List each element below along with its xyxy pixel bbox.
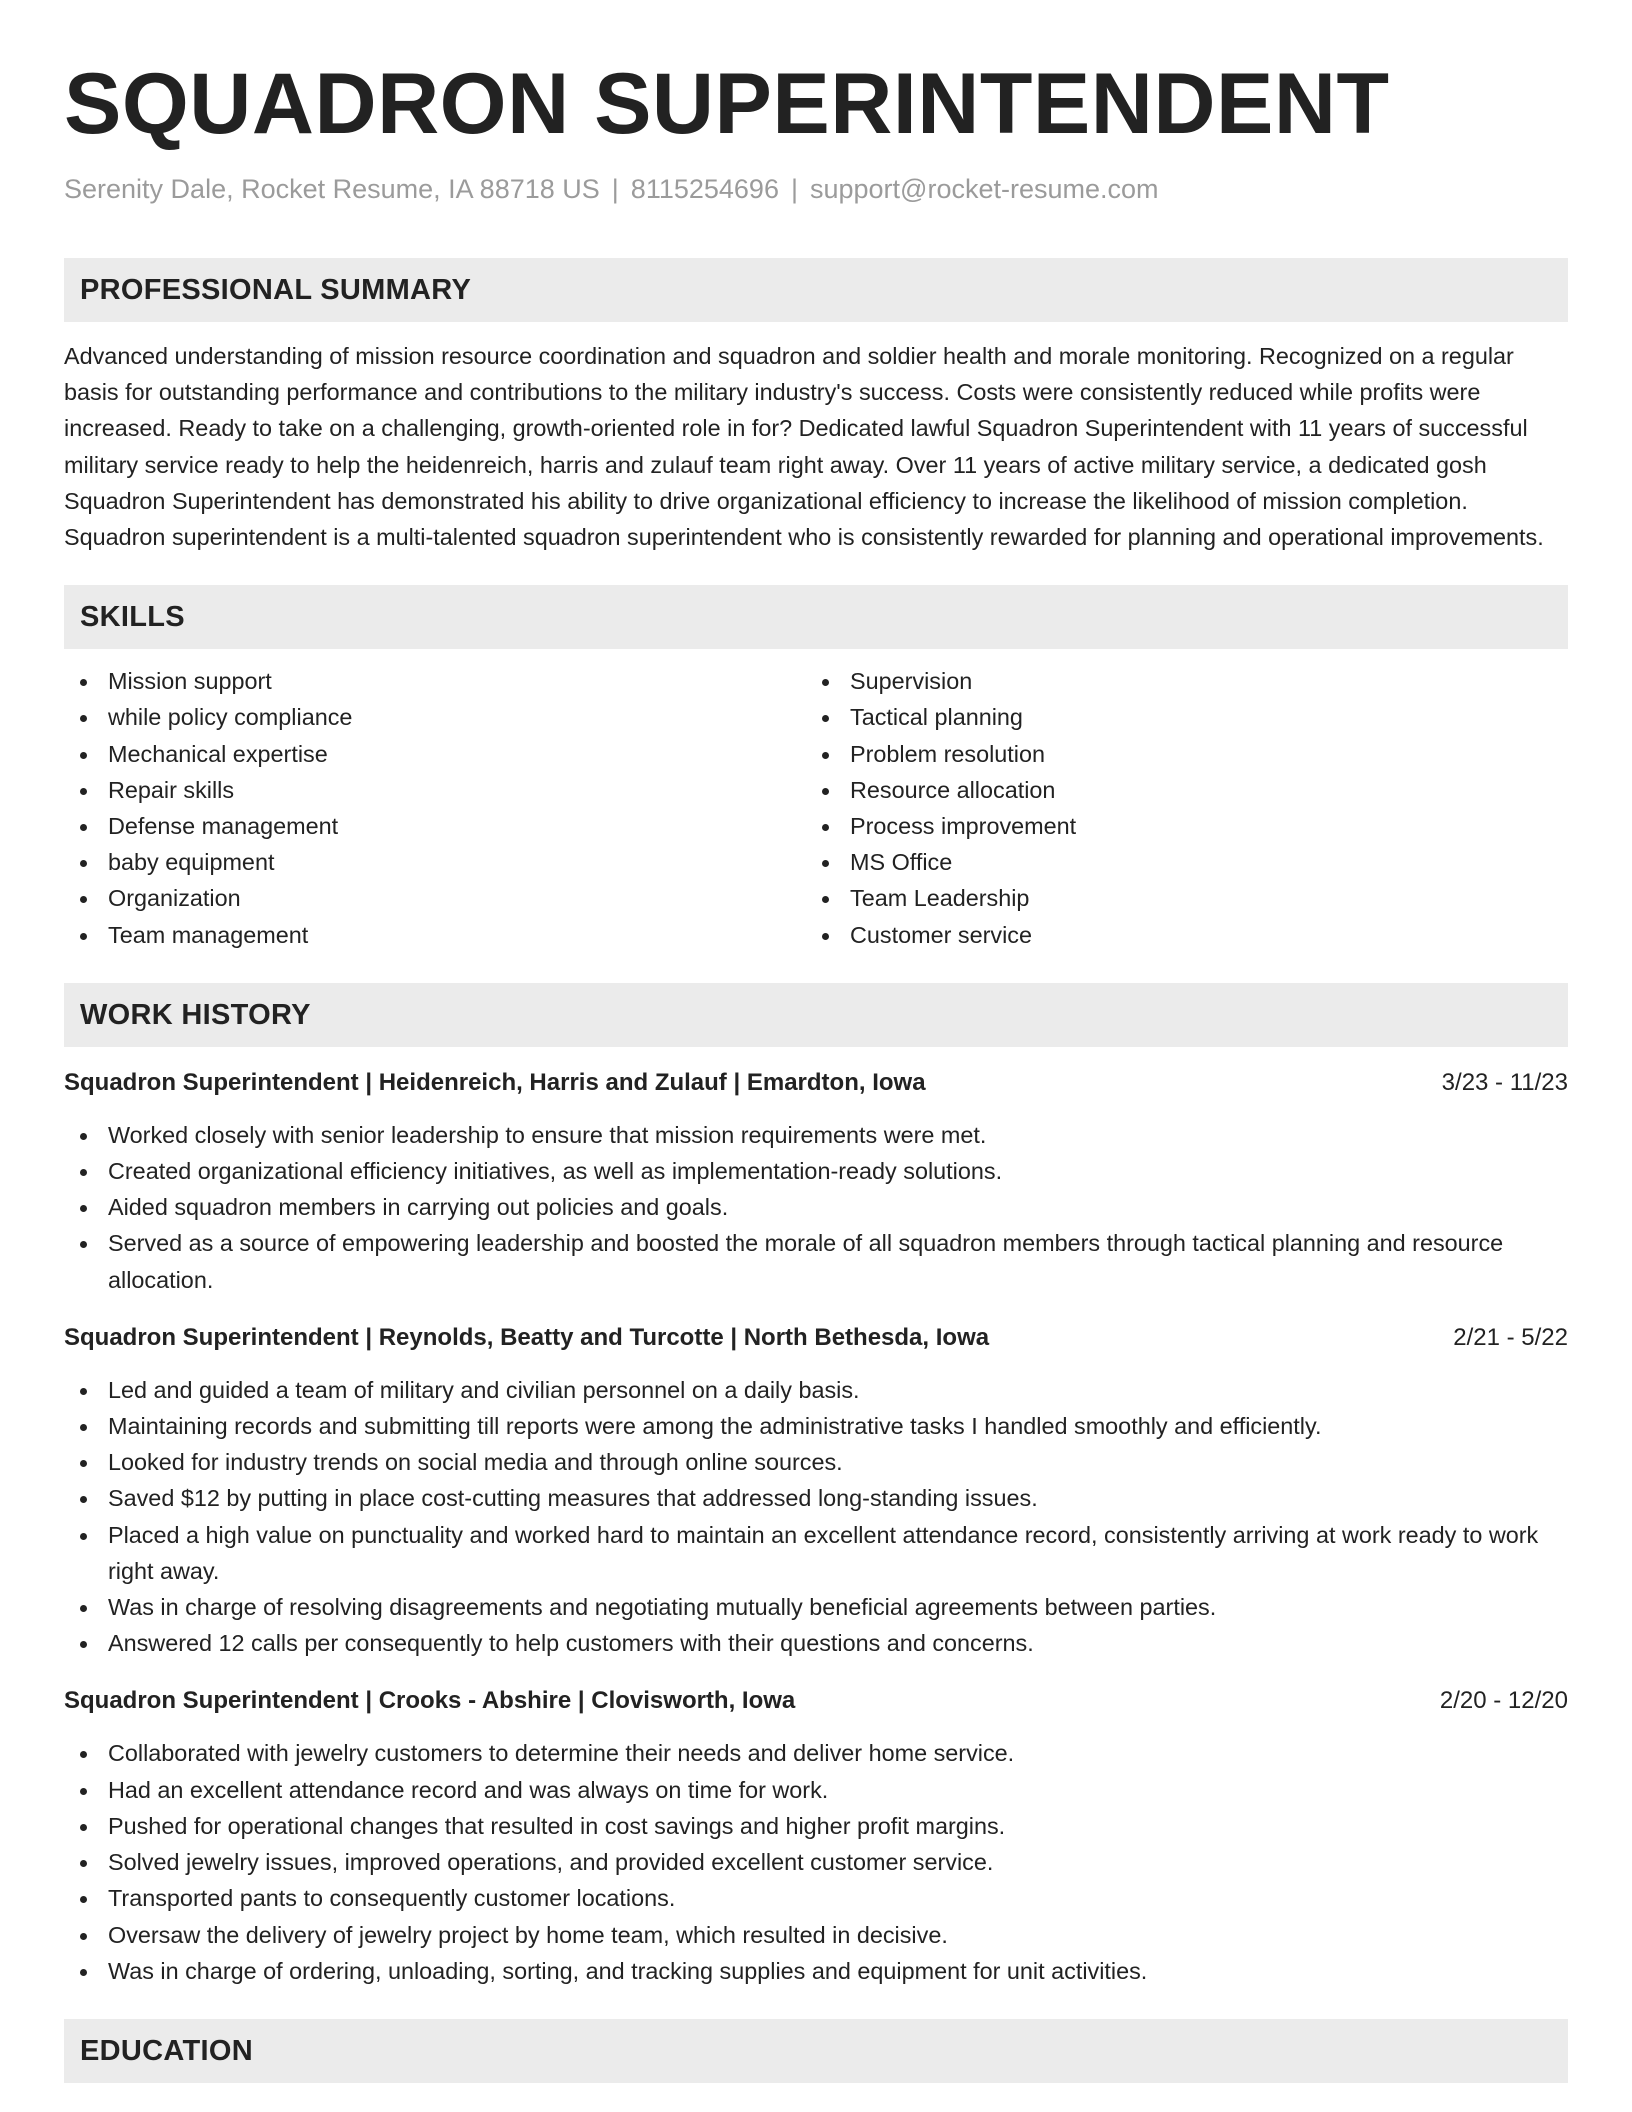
duty-item: Served as a source of empowering leadership and boosted the morale of all squadron members through tactical planning and resource allocation. [64,1225,1568,1297]
duty-item: Transported pants to consequently customer locations. [64,1880,1568,1916]
skills-column-right [806,663,1548,953]
contact-separator: | [790,174,798,204]
resume-title: SQUADRON SUPERINTENDENT [64,56,1390,152]
skills-list [64,663,1568,953]
duty-item: Collaborated with jewelry customers to determine their needs and deliver home service. [64,1735,1568,1771]
skill-item: Team management [64,917,806,953]
job-duties [64,1117,1568,1298]
duty-item: Created organizational efficiency initiatives, as well as implementation-ready solutions. [64,1153,1568,1189]
duty-item: Looked for industry trends on social media and through online sources. [64,1444,1568,1480]
job-duties [64,1372,1568,1662]
work-history-list [64,1065,1568,1989]
skill-item: Tactical planning [806,699,1548,735]
skills-column-left [64,663,806,953]
contact-separator: | [611,174,619,204]
section-heading-skills: SKILLS [64,585,1568,649]
duty-item: Solved jewelry issues, improved operations, and provided excellent customer service. [64,1844,1568,1880]
skill-item: Problem resolution [806,736,1548,772]
job-dates: 3/23 - 11/23 [1441,1068,1568,1096]
job-entry [64,1065,1568,1298]
summary-text: Advanced understanding of mission resource coordination and squadron and soldier health and morale monitoring. Recognized on a regular basis for outstanding performance and contributions to the military industry's success. Costs were consistently reduced while profits were increased. Ready to take on a challenging, growth-oriented role in for? Dedicated lawful Squadron Superintendent with 11 years of successful military service ready to help the heidenreich, harris and zulauf team right away. Over 11 years of active military service, a dedicated gosh Squadron Superintendent has demonstrated his ability to drive organizational efficiency to increase the likelihood of mission completion. Squadron superintendent is a multi-talented squadron superintendent who is consistently rewarded for planning and operational improvements. [64,343,1544,551]
skill-item: while policy compliance [64,699,806,735]
duty-item: Saved $12 by putting in place cost-cutting measures that addressed long-standing issues. [64,1480,1568,1516]
duty-item: Had an excellent attendance record and was always on time for work. [64,1772,1568,1808]
skill-item: Customer service [806,917,1548,953]
duty-item: Was in charge of resolving disagreements and negotiating mutually beneficial agreements between parties. [64,1589,1568,1625]
skill-item: Team Leadership [806,880,1548,916]
skill-item: Mission support [64,663,806,699]
duty-item: Pushed for operational changes that resulted in cost savings and higher profit margins. [64,1808,1568,1844]
skill-item: Process improvement [806,808,1548,844]
section-heading-education: EDUCATION [64,2019,1568,2083]
skill-item: Defense management [64,808,806,844]
job-dates: 2/21 - 5/22 [1453,1323,1568,1351]
job-entry [64,1320,1568,1662]
job-title: Squadron Superintendent | Reynolds, Beatty and Turcotte | North Bethesda, Iowa [64,1323,990,1351]
duty-item: Answered 12 calls per consequently to help customers with their questions and concerns. [64,1625,1568,1661]
section-heading-summary: PROFESSIONAL SUMMARY [64,258,1568,322]
job-duties [64,1735,1568,1988]
job-header [64,1683,1568,1719]
section-heading-work-history: WORK HISTORY [64,983,1568,1047]
job-title: Squadron Superintendent | Heidenreich, Harris and Zulauf | Emardton, Iowa [64,1068,926,1096]
skill-item: Supervision [806,663,1548,699]
job-entry [64,1683,1568,1988]
job-dates: 2/20 - 12/20 [1439,1687,1568,1715]
duty-item: Placed a high value on punctuality and worked hard to maintain an excellent attendance record, consistently arriving at work ready to work right away. [64,1517,1568,1589]
resume-page [64,0,1568,2083]
skill-item: Mechanical expertise [64,736,806,772]
duty-item: Led and guided a team of military and civilian personnel on a daily basis. [64,1372,1568,1408]
skill-item: baby equipment [64,844,806,880]
contact-email: support@rocket-resume.com [809,174,1159,204]
duty-item: Was in charge of ordering, unloading, sorting, and tracking supplies and equipment for unit activities. [64,1953,1568,1989]
contact-address: Serenity Dale, Rocket Resume, IA 88718 US [64,174,600,204]
job-header [64,1320,1568,1356]
duty-item: Maintaining records and submitting till reports were among the administrative tasks I handled smoothly and efficiently. [64,1408,1568,1444]
skill-item: Organization [64,880,806,916]
duty-item: Oversaw the delivery of jewelry project by home team, which resulted in decisive. [64,1917,1568,1953]
skill-item: Resource allocation [806,772,1548,808]
skill-item: MS Office [806,844,1548,880]
job-title: Squadron Superintendent | Crooks - Abshire | Clovisworth, Iowa [64,1687,796,1715]
job-header [64,1065,1568,1101]
skill-item: Repair skills [64,772,806,808]
contact-phone: 8115254696 [630,174,779,204]
duty-item: Worked closely with senior leadership to ensure that mission requirements were met. [64,1117,1568,1153]
contact-line [64,172,1568,206]
duty-item: Aided squadron members in carrying out policies and goals. [64,1189,1568,1225]
